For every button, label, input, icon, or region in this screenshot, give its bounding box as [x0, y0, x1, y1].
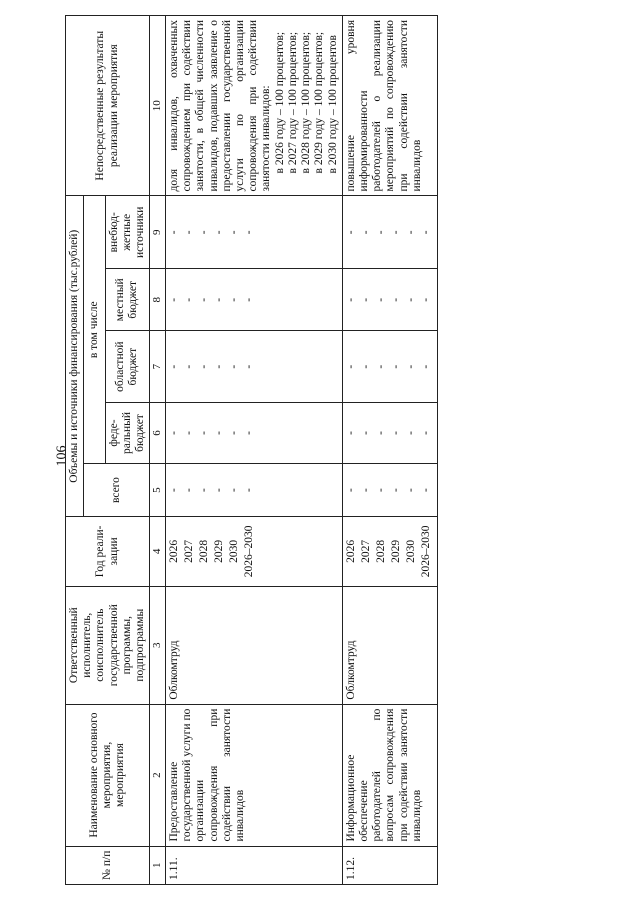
dash-value: - [167, 230, 180, 235]
row-result [165, 16, 342, 196]
year-value: 2029 [389, 539, 402, 563]
dash-value: - [389, 230, 402, 235]
year-value: 2026–2030 [419, 525, 432, 578]
dash-value: - [227, 364, 240, 369]
dash-value: - [227, 297, 240, 302]
dash-value: - [167, 431, 180, 435]
dash-value: - [359, 364, 372, 369]
year-value: 2027 [182, 539, 195, 563]
dash-value: - [182, 297, 195, 302]
dash-value: - [359, 297, 372, 302]
col-number: 3 [150, 586, 166, 704]
dash-value: - [374, 230, 387, 235]
year-value: 2028 [374, 539, 387, 563]
row-name: Предоставление государственной услуги по организации сопровождения при содействии занятости инвалидов [165, 704, 342, 846]
col-number: 4 [150, 517, 166, 587]
result-item: в 2027 году – 100 процентов; [286, 31, 299, 174]
dash-value: - [182, 431, 195, 435]
row-number: 1.11. [165, 846, 342, 884]
row-local [165, 269, 342, 331]
header-regional: областной бюджет [105, 331, 150, 402]
dash-value: - [212, 230, 225, 235]
row-executor: Облкомтруд [342, 586, 437, 704]
header-results: Непосредственные результаты реализации мероприятия [66, 16, 150, 196]
year-value: 2028 [197, 539, 210, 563]
header-executor: Ответственный исполнитель, соисполнитель государственной программы, подпрограммы [66, 586, 150, 704]
dash-value: - [212, 431, 225, 435]
result-item: в 2026 году – 100 процентов; [273, 31, 286, 174]
row-extrabudget [165, 196, 342, 269]
row-regional [165, 331, 342, 402]
header-in-that-number: в том числе [84, 196, 105, 464]
header-federal: феде-ральный бюджет [105, 402, 150, 463]
result-text: доля инвалидов, охваченных сопровождением при содействии занятости, в общей численности инвалидов, подавших заявление о предоставлении государственной услуги по организации сопровождения при содействии занятости инвалидов: [167, 20, 273, 192]
dash-value: - [374, 431, 387, 435]
dash-value: - [389, 488, 402, 492]
row-local [342, 269, 437, 331]
dash-value: - [212, 297, 225, 302]
dash-value: - [344, 230, 357, 235]
result-text: повышение уровня информированности работодателей о реализации мероприятий по сопровождению при содействии занятости инвалидов [344, 20, 423, 192]
dash-value: - [197, 488, 210, 492]
dash-value: - [242, 230, 255, 235]
dash-value: - [404, 431, 417, 435]
dash-value: - [227, 488, 240, 492]
page-number: 106 [54, 445, 70, 467]
table-row [165, 16, 342, 885]
year-value: 2026–2030 [242, 525, 255, 578]
rotated-table-container [65, 15, 585, 885]
result-item: в 2030 году – 100 процентов [326, 35, 339, 174]
dash-value: - [344, 297, 357, 302]
header-financing: Объемы и источники финансирования (тыс.рублей) [66, 196, 84, 517]
year-value: 2027 [359, 539, 372, 563]
dash-value: - [419, 488, 432, 492]
col-number: 9 [150, 196, 166, 269]
program-table [65, 15, 438, 885]
col-number: 8 [150, 269, 166, 331]
year-value: 2026 [344, 539, 357, 563]
dash-value: - [419, 364, 432, 369]
row-result [342, 16, 437, 196]
dash-value: - [404, 230, 417, 235]
dash-value: - [167, 297, 180, 302]
row-name: Информационное обеспечение работодателей по вопросам сопровождения при содействии занятости инвалидов [342, 704, 437, 846]
row-years [165, 517, 342, 587]
dash-value: - [404, 488, 417, 492]
row-federal [342, 402, 437, 463]
row-extrabudget [342, 196, 437, 269]
dash-value: - [404, 364, 417, 369]
dash-value: - [389, 431, 402, 435]
dash-value: - [242, 431, 255, 435]
row-number: 1.12. [342, 846, 437, 884]
dash-value: - [197, 431, 210, 435]
dash-value: - [167, 364, 180, 369]
dash-value: - [242, 488, 255, 492]
result-item: в 2029 году – 100 процентов; [313, 31, 326, 174]
dash-value: - [197, 364, 210, 369]
dash-value: - [197, 297, 210, 302]
dash-value: - [344, 488, 357, 492]
result-item: в 2028 году – 100 процентов; [300, 31, 313, 174]
dash-value: - [419, 431, 432, 435]
dash-value: - [389, 364, 402, 369]
header-year: Год реали-зации [66, 517, 150, 587]
dash-value: - [167, 488, 180, 492]
row-executor: Облкомтруд [165, 586, 342, 704]
dash-value: - [212, 364, 225, 369]
dash-value: - [182, 488, 195, 492]
dash-value: - [419, 230, 432, 235]
dash-value: - [374, 364, 387, 369]
header-total: всего [84, 464, 150, 517]
dash-value: - [182, 364, 195, 369]
col-number: 5 [150, 464, 166, 517]
header-extrabudget: внебюд-жетные источники [105, 196, 150, 269]
year-value: 2029 [212, 539, 225, 563]
col-number: 2 [150, 704, 166, 846]
header-local: местный бюджет [105, 269, 150, 331]
dash-value: - [197, 230, 210, 235]
row-regional [342, 331, 437, 402]
year-value: 2030 [404, 539, 417, 563]
header-name: Наименование основного мероприятия, мероприятия [66, 704, 150, 846]
dash-value: - [419, 297, 432, 302]
table-row [342, 16, 437, 885]
dash-value: - [182, 230, 195, 235]
dash-value: - [212, 488, 225, 492]
dash-value: - [374, 297, 387, 302]
col-number: 7 [150, 331, 166, 402]
header-num: № п/п [66, 846, 150, 884]
dash-value: - [389, 297, 402, 302]
row-total [342, 464, 437, 517]
year-value: 2026 [167, 539, 180, 563]
dash-value: - [242, 364, 255, 369]
dash-value: - [344, 364, 357, 369]
dash-value: - [359, 230, 372, 235]
row-years [342, 517, 437, 587]
column-numbers-row [150, 16, 166, 885]
dash-value: - [242, 297, 255, 302]
col-number: 6 [150, 402, 166, 463]
dash-value: - [227, 431, 240, 435]
col-number: 1 [150, 846, 166, 884]
col-number: 10 [150, 16, 166, 196]
dash-value: - [359, 488, 372, 492]
dash-value: - [344, 431, 357, 435]
dash-value: - [374, 488, 387, 492]
row-total [165, 464, 342, 517]
dash-value: - [404, 297, 417, 302]
dash-value: - [359, 431, 372, 435]
year-value: 2030 [227, 539, 240, 563]
row-federal [165, 402, 342, 463]
dash-value: - [227, 230, 240, 235]
